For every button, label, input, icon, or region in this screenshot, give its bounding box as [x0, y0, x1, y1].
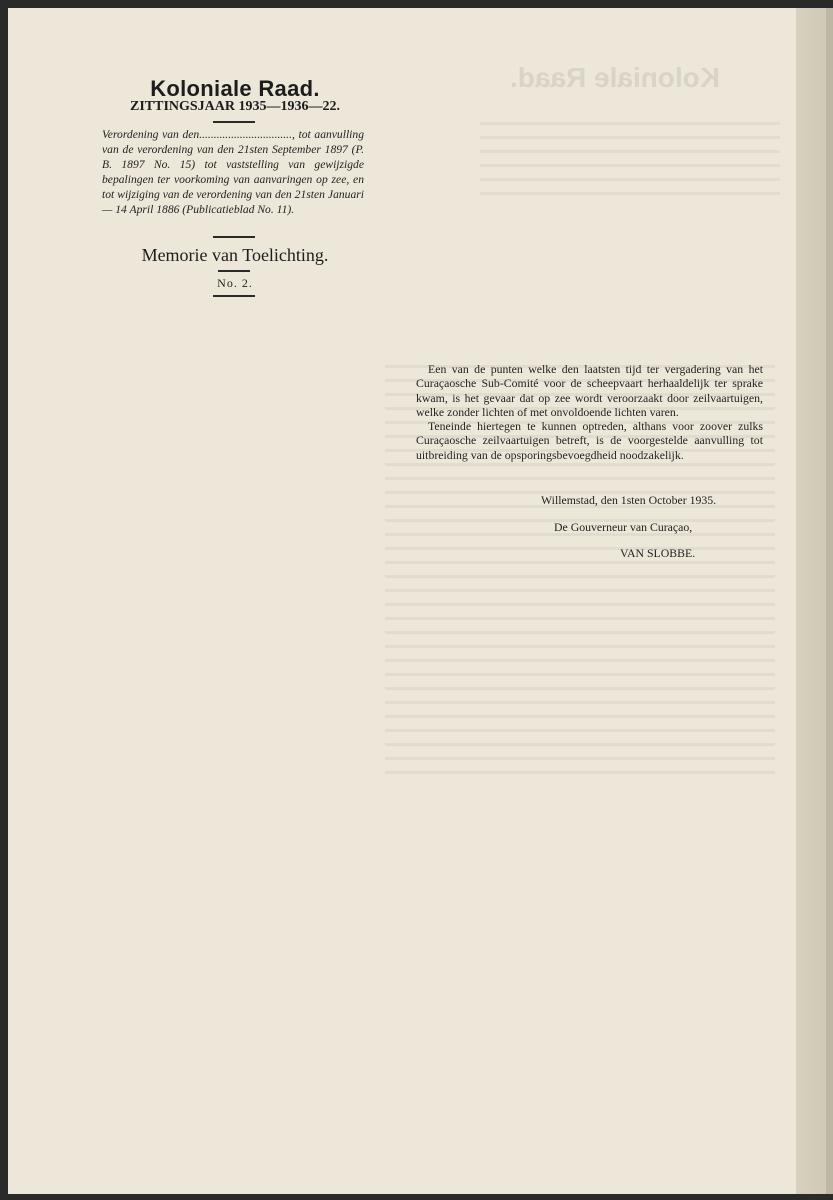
divider — [213, 295, 255, 297]
bleed-through-title: Koloniale Raad. — [509, 62, 721, 93]
bleed-through-block — [480, 122, 780, 206]
page-edge-shadow — [826, 8, 833, 1194]
page-edge — [796, 8, 826, 1194]
paragraph: Een van de punten welke den laatsten tijd ter vergadering van het Curaçaosche Sub-Comité voor de scheepvaart herhaaldelijk ter sprake kwam, is het gevaar dat op zee wordt veroorzaakt door zeilvaartuigen, welke zonder lichten of met onvoldoende lichten varen. — [416, 362, 763, 419]
section-title: Memorie van Toelichting. — [141, 245, 329, 265]
signatory-name: VAN SLOBBE. — [620, 546, 696, 560]
signatory-title: De Gouverneur van Curaçao, — [554, 520, 693, 534]
paragraph: Teneinde hiertegen te kunnen optreden, althans voor zoover zulks Curaçaosche zeilvaartuigen betreft, is de voorgestelde aanvulling tot uitbreiding van de opsporingsbevoegdheid noodzakelijk. — [416, 419, 763, 462]
ordinance-heading: Verordening van den................................, tot aanvulling van de verordening van den 21sten September 1897 (P. B. 1897 No. 15) tot vaststelling van gewijzigde bepalingen ter voorkoming van aanvaringen op zee, en tot wijziging van de verordening van den 21sten Januari — 14 April 1886 (Publicatieblad No. 11). — [102, 128, 364, 216]
session-year: ZITTINGSJAAR 1935—1936—22. — [129, 99, 341, 114]
document-number: No. 2. — [217, 276, 253, 290]
divider — [218, 270, 250, 272]
document-title: Koloniale Raad. — [150, 76, 320, 101]
memorandum-body — [416, 362, 763, 462]
divider — [213, 121, 255, 123]
divider — [213, 236, 255, 238]
place-date: Willemstad, den 1sten October 1935. — [541, 493, 717, 507]
